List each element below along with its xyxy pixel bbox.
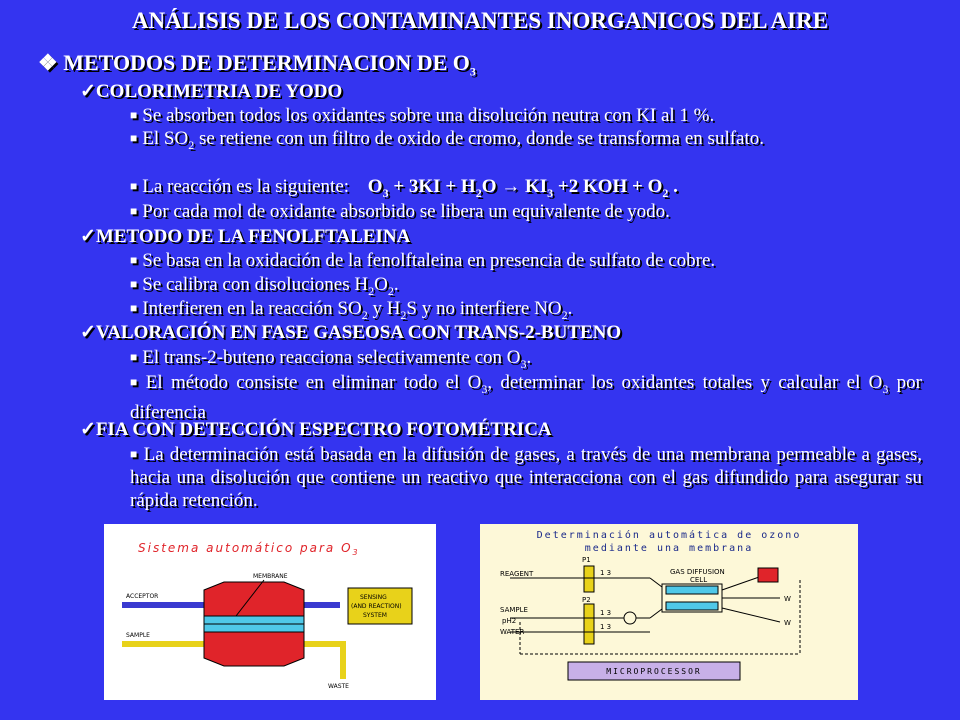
label-system: SYSTEM bbox=[363, 612, 387, 619]
membrane-diagram bbox=[480, 524, 858, 700]
label-gas-diffusion: GAS DIFFUSION bbox=[670, 568, 725, 576]
figure-automatic-system bbox=[104, 524, 436, 700]
label-sensing-reaction: (AND REACTION) bbox=[351, 603, 402, 610]
label-ph: pH2 bbox=[502, 617, 517, 625]
list-item bbox=[130, 200, 922, 223]
list-item: ■ Se calibra con disoluciones $H_2O_2$. bbox=[130, 274, 399, 298]
slide-title: ANÁLISIS DE LOS CONTAMINANTES INORGANICOS DEL AIRE bbox=[131, 8, 829, 33]
label-acceptor: ACCEPTOR bbox=[126, 593, 159, 600]
list-item bbox=[130, 104, 922, 127]
label-p1: P1 bbox=[582, 556, 591, 564]
figure-membrane-determination bbox=[480, 524, 858, 700]
list-item: ■ Interfieren en la reacción $SO_2$ y $H_2S$ y no interfiere $NO_2$. bbox=[130, 298, 573, 322]
item-text: La reacción es la siguiente: bbox=[142, 176, 350, 197]
checkmark-icon: ✓ bbox=[80, 81, 96, 102]
square-bullet-icon: ■ bbox=[130, 108, 138, 122]
item-text: La determinación está basada en la difusión de gases, a través de una membrana permeable a gases, hacia una disolución que contiene un reactivo que interacciona con el gas difundido para asegurar su rápida retención. bbox=[130, 444, 923, 511]
square-bullet-icon: ■ bbox=[130, 179, 138, 193]
list-item: ■ El trans-2-buteno reacciona selectivamente con $O_3$. bbox=[130, 347, 532, 371]
checkmark-icon: ✓ bbox=[80, 419, 96, 440]
square-bullet-icon: ■ bbox=[130, 204, 138, 218]
label-cell: CELL bbox=[690, 576, 708, 584]
section-title-text: METODO DE LA FENOLFTALEINA bbox=[95, 226, 411, 247]
square-bullet-icon: ■ bbox=[130, 253, 138, 267]
label-sample2: SAMPLE bbox=[500, 606, 528, 614]
main-heading-text: METODOS DE DETERMINACION DE O bbox=[63, 50, 470, 75]
checkmark-icon: ✓ bbox=[80, 322, 96, 343]
label-reagent: REAGENT bbox=[500, 570, 534, 578]
section-title-text: FIA CON DETECCIÓN ESPECTRO FOTOMÉTRICA bbox=[95, 419, 552, 440]
square-bullet-icon: ■ bbox=[130, 277, 138, 291]
reaction-equation: $O_3 + 3KI + H_2O \to KI_3 +2$ KOH + $O_2$ . bbox=[367, 176, 678, 200]
list-item bbox=[130, 127, 922, 157]
heading-subscript: 3 bbox=[469, 64, 476, 79]
system-diagram bbox=[104, 524, 436, 700]
square-bullet-icon: ■ bbox=[130, 447, 139, 461]
section-title-valoracion bbox=[80, 321, 621, 344]
section-title-text: VALORACIÓN EN FASE GASEOSA CON TRANS-2-BUTENO bbox=[95, 322, 622, 343]
item-subscript: 2 bbox=[188, 137, 195, 152]
section-title-fenolftaleina bbox=[80, 225, 410, 248]
label-ratio3: 1 3 bbox=[600, 623, 612, 631]
list-item bbox=[130, 249, 922, 272]
item-text: Se absorben todos los oxidantes sobre una disolución neutra con KI al 1 %. bbox=[142, 105, 715, 126]
label-ratio2: 1 3 bbox=[600, 609, 612, 617]
label-p2: P2 bbox=[582, 596, 591, 604]
label-waste2: W bbox=[784, 619, 791, 627]
checkmark-icon: ✓ bbox=[80, 226, 96, 247]
section-title-fia bbox=[80, 418, 552, 441]
figure2-title-line1: Determinación automática de ozono bbox=[536, 530, 802, 541]
item-text: Por cada mol de oxidante absorbido se libera un equivalente de yodo. bbox=[142, 201, 670, 222]
square-bullet-icon: ■ bbox=[130, 301, 138, 315]
item-text: El SO bbox=[142, 128, 189, 149]
label-waste: WASTE bbox=[328, 683, 349, 690]
label-microprocessor: MICROPROCESSOR bbox=[606, 667, 702, 676]
figure2-title-line2: mediante una membrana bbox=[584, 543, 754, 554]
section-title-colorimetria bbox=[80, 80, 342, 103]
label-water: WATER bbox=[500, 628, 525, 636]
label-ratio1: 1 3 bbox=[600, 569, 612, 577]
main-heading bbox=[38, 50, 476, 79]
square-bullet-icon: ■ bbox=[130, 375, 141, 389]
label-membrane: MEMBRANE bbox=[253, 573, 288, 580]
square-bullet-icon: ■ bbox=[130, 350, 138, 364]
diamond-bullet-icon: ❖ bbox=[38, 50, 58, 75]
list-item: ■ El método consiste en eliminar todo el $O_3$, determinar los oxidantes totales y calcular el $O_3$ por diferencia bbox=[130, 372, 923, 423]
label-sensing: SENSING bbox=[360, 594, 387, 601]
item-text: Se basa en la oxidación de la fenolftaleina en presencia de sulfato de cobre. bbox=[142, 250, 716, 271]
item-text: se retiene con un filtro de oxido de cromo, donde se transforma en sulfato. bbox=[194, 128, 765, 149]
section-title-text: COLORIMETRIA DE YODO bbox=[95, 81, 343, 102]
label-waste1: W bbox=[784, 595, 791, 603]
square-bullet-icon: ■ bbox=[130, 131, 138, 145]
figure1-title: Sistema automático para $O_3$ bbox=[138, 541, 360, 557]
list-item bbox=[130, 443, 922, 512]
label-sample: SAMPLE bbox=[126, 632, 150, 639]
